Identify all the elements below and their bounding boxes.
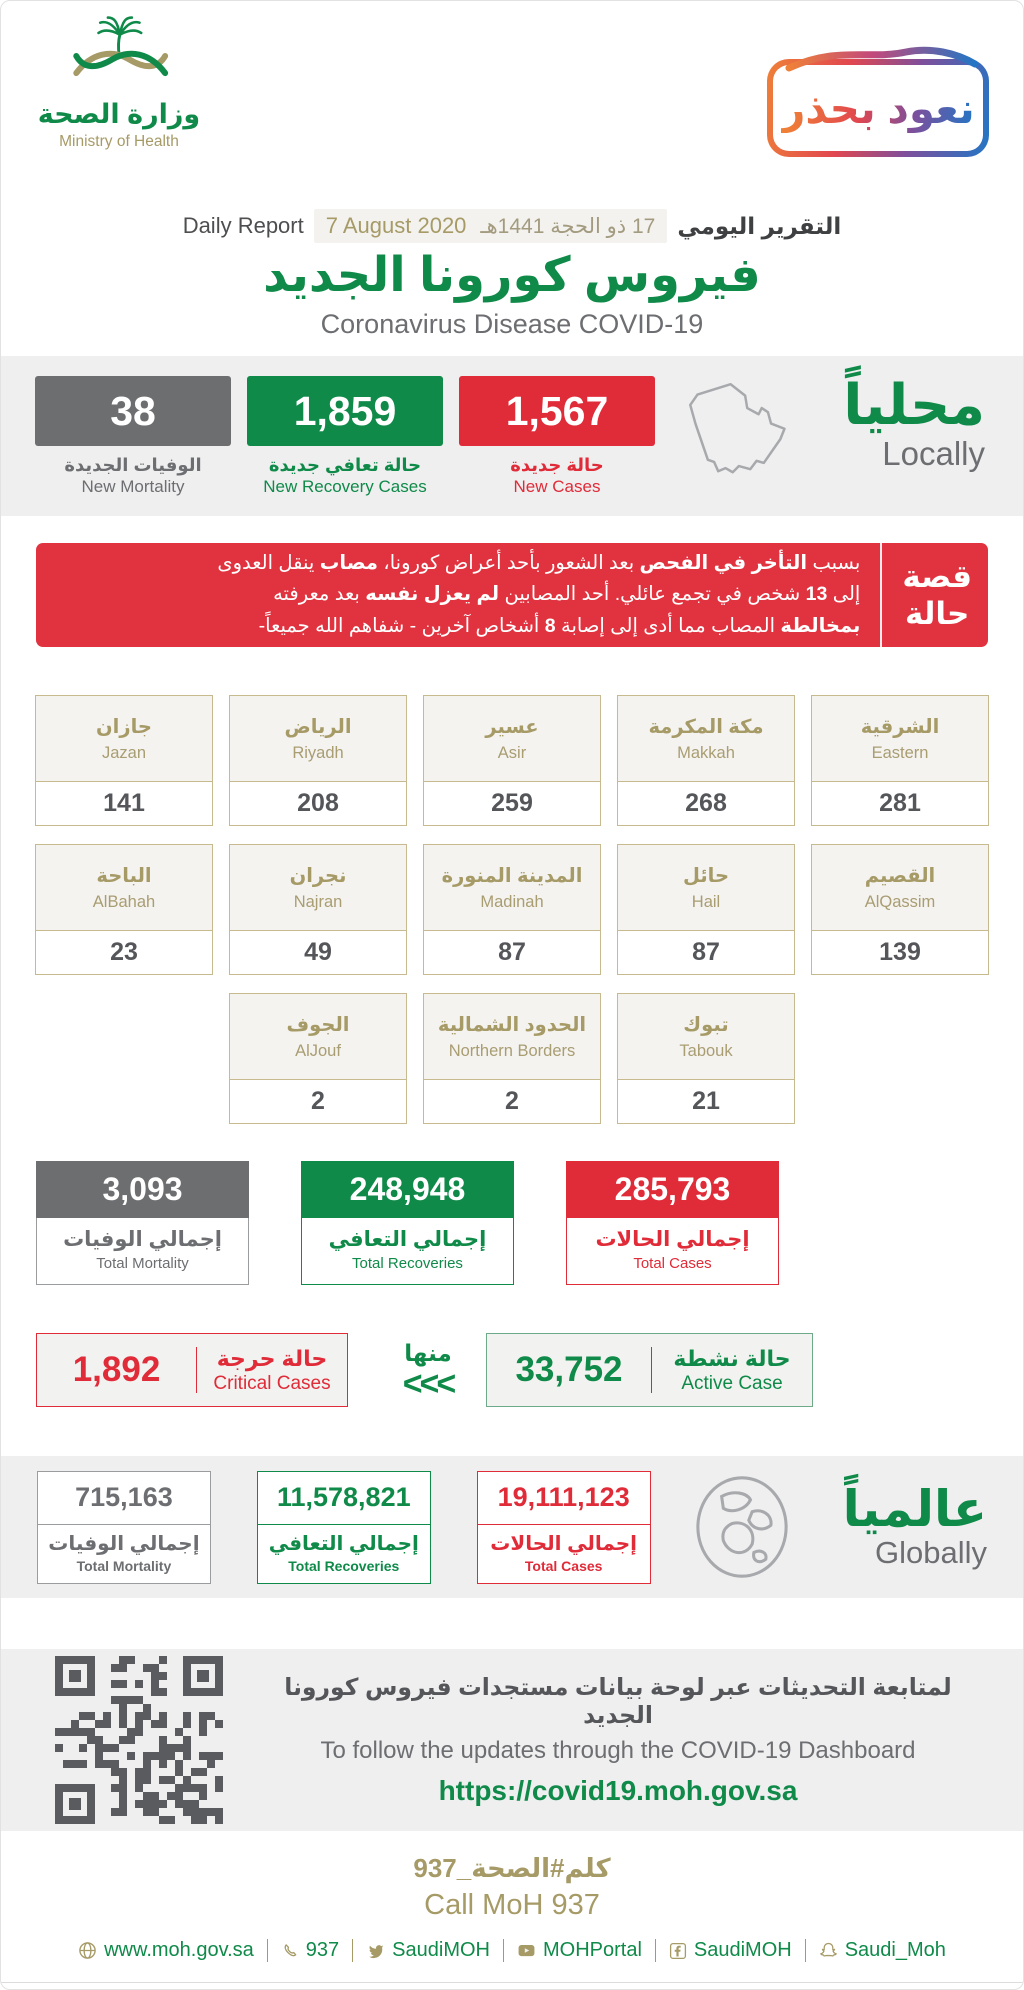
qr-code (55, 1656, 223, 1824)
region-value: 87 (692, 938, 720, 966)
return-cautiously-badge (767, 59, 989, 157)
total-recoveries-label-en: Total Recoveries (352, 1255, 463, 1272)
region-card-najran (229, 844, 407, 975)
new-mortality-stat (35, 376, 231, 497)
ministry-name-ar: وزارة الصحة (37, 99, 201, 129)
critical-cases-card (36, 1333, 348, 1407)
moh-logo-icon (65, 15, 173, 97)
twitter-icon (366, 1941, 385, 1960)
globe-icon (687, 1471, 797, 1583)
phone-icon (281, 1942, 299, 1960)
locally-label-block (833, 373, 989, 473)
region-value: 208 (297, 789, 339, 817)
case-story-banner (36, 543, 988, 647)
active-cases-value: 33,752 (515, 1350, 623, 1389)
case-story-line: بمخالطة المصاب مما أدى إلى إصابة 8 أشخاص آخرين - شفاهم الله جميعاً- (258, 614, 861, 637)
page-title-ar: فيروس كورونا الجديد (263, 249, 761, 302)
region-card-eastern (811, 695, 989, 826)
dashboard-texts (267, 1673, 969, 1807)
region-name-ar: المدينة المنورة (441, 864, 583, 887)
region-name-en: Makkah (677, 743, 735, 762)
bottom-divider (1, 1982, 1023, 1983)
region-value: 281 (879, 789, 921, 817)
gregorian-date: 7 August 2020 (325, 213, 467, 238)
region-name-en: Northern Borders (448, 1041, 576, 1060)
critical-cases-label-ar: حالة حرجة (216, 1345, 328, 1371)
new-recoveries-stat (247, 376, 443, 497)
total-mortality-label-ar: إجمالي الوفيات (63, 1228, 222, 1251)
total-recoveries-box (301, 1161, 514, 1285)
region-name-ar: الحدود الشمالية (437, 1013, 587, 1036)
region-value: 2 (311, 1087, 325, 1115)
region-card-northern-borders (423, 993, 601, 1124)
total-cases-box (566, 1161, 779, 1285)
dashboard-band (1, 1649, 1023, 1831)
facebook-icon (669, 1942, 687, 1960)
totals-row (36, 1161, 779, 1285)
website-label: www.moh.gov.sa (104, 1939, 254, 1961)
ministry-name-en: Ministry of Health (59, 133, 179, 150)
global-cases-value: 19,111,123 (478, 1472, 650, 1525)
region-name-ar: حائل (682, 864, 730, 887)
global-recoveries-value: 11,578,821 (258, 1472, 430, 1525)
total-recoveries-label-ar: إجمالي التعافي (328, 1228, 487, 1251)
youtube-link[interactable] (503, 1939, 655, 1962)
locally-label-ar: محلياً (843, 373, 985, 436)
region-name-ar: نجران (289, 864, 347, 887)
global-mortality-label-en: Total Mortality (76, 1557, 172, 1574)
total-cases-value: 285,793 (566, 1161, 779, 1218)
chevrons-icon: <<< (402, 1364, 454, 1403)
region-value: 141 (103, 789, 145, 817)
region-name-ar: الباحة (96, 864, 152, 887)
report-date-row (1, 209, 1023, 243)
critical-cases-value: 1,892 (72, 1350, 161, 1389)
locally-label-en: Locally (882, 434, 985, 472)
case-story-label (880, 543, 988, 647)
global-mortality-label-ar: إجمالي الوفيات (48, 1532, 200, 1555)
new-cases-label-ar: حالة جديدة (510, 455, 604, 475)
new-recoveries-label-en: New Recovery Cases (263, 477, 427, 496)
saudi-map-icon (671, 376, 817, 494)
snapchat-link[interactable] (805, 1939, 959, 1962)
footer-links-row (1, 1939, 1023, 1962)
region-card-tabouk (617, 993, 795, 1124)
case-story-text (36, 540, 880, 650)
region-name-en: Hail (691, 892, 721, 911)
region-name-ar: الجوف (286, 1013, 350, 1036)
region-value: 139 (879, 938, 921, 966)
region-value: 268 (685, 789, 727, 817)
region-name-en: Riyadh (292, 743, 344, 762)
case-story-label-top: قصة (902, 558, 972, 594)
new-mortality-value: 38 (35, 376, 231, 446)
facebook-link[interactable] (655, 1939, 805, 1962)
region-card-hail (617, 844, 795, 975)
new-cases-stat (459, 376, 655, 497)
region-card-riyadh (229, 695, 407, 826)
globally-label-en: Globally (875, 1535, 987, 1571)
qr-finder (55, 1784, 95, 1824)
globally-label-block (842, 1480, 987, 1572)
regions-grid (35, 695, 989, 1124)
new-recoveries-value: 1,859 (247, 376, 443, 446)
website-link[interactable] (65, 1939, 267, 1962)
globe-icon (78, 1941, 97, 1960)
total-recoveries-value: 248,948 (301, 1161, 514, 1218)
phone-link[interactable] (267, 1939, 352, 1962)
snapchat-label: Saudi_Moh (844, 1939, 946, 1961)
dashboard-text-ar: لمتابعة التحديثات عبر لوحة بيانات مستجدات فيروس كورونا الجديد (284, 1674, 952, 1728)
new-cases-label-en: New Cases (513, 477, 601, 496)
of-which-block (382, 1340, 474, 1401)
phone-label: 937 (305, 1939, 340, 1961)
youtube-icon (517, 1941, 536, 1960)
region-name-ar: القصيم (864, 864, 936, 887)
region-card-makkah (617, 695, 795, 826)
region-card-aljouf (229, 993, 407, 1124)
global-cases-box (477, 1471, 651, 1584)
globally-stats-band (1, 1456, 1023, 1598)
snapchat-icon (819, 1941, 838, 1960)
region-name-en: Jazan (101, 743, 147, 762)
region-name-en: Asir (497, 743, 527, 762)
globally-label-ar: عالمياً (842, 1480, 987, 1537)
region-card-jazan (35, 695, 213, 826)
active-cases-label-en: Active Case (681, 1372, 783, 1394)
new-mortality-label-en: New Mortality (81, 477, 185, 496)
moh-logo-block (29, 15, 209, 151)
region-card-albahah (35, 844, 213, 975)
region-card-madinah (423, 844, 601, 975)
global-recoveries-box (257, 1471, 431, 1584)
twitter-link[interactable] (352, 1939, 503, 1962)
region-card-asir (423, 695, 601, 826)
active-cases-card (486, 1333, 813, 1407)
region-value: 87 (498, 938, 526, 966)
twitter-label: SaudiMOH (392, 1939, 490, 1961)
global-recoveries-label-en: Total Recoveries (288, 1557, 400, 1574)
of-which-label: منها (404, 1339, 452, 1366)
global-mortality-value: 715,163 (38, 1472, 210, 1525)
region-card-alqassim (811, 844, 989, 975)
region-value: 21 (692, 1087, 720, 1115)
active-critical-row (36, 1333, 988, 1407)
qr-finder (55, 1656, 95, 1696)
locally-stats-band (1, 356, 1023, 516)
region-value: 23 (110, 938, 138, 966)
critical-cases-label-en: Critical Cases (213, 1372, 331, 1394)
global-recoveries-label-ar: إجمالي التعافي (268, 1532, 419, 1555)
youtube-label: MOHPortal (542, 1939, 642, 1961)
region-name-ar: تبوك (683, 1013, 729, 1036)
region-name-en: AlJouf (295, 1041, 341, 1060)
region-name-en: Madinah (480, 892, 544, 911)
total-cases-label-en: Total Cases (633, 1255, 712, 1272)
total-mortality-label-en: Total Mortality (96, 1255, 189, 1272)
region-name-en: AlBahah (92, 892, 156, 911)
region-value: 2 (505, 1087, 519, 1115)
badge-swoosh-icon (781, 42, 981, 76)
badge-slogan: نعود بحذر (781, 84, 975, 132)
daily-report-label-ar: التقرير اليومي (677, 212, 842, 239)
dashboard-text-en: To follow the updates through the COVID-19 Dashboard (320, 1737, 916, 1764)
region-value: 49 (304, 938, 332, 966)
facebook-label: SaudiMOH (693, 1939, 792, 1961)
total-mortality-value: 3,093 (36, 1161, 249, 1218)
case-story-line: إلى 13 شخص في تجمع عائلي. أحد المصابين لم يعزل نفسه بعد معرفته (273, 583, 861, 606)
region-name-en: Tabouk (679, 1041, 733, 1060)
global-cases-label-en: Total Cases (524, 1557, 603, 1574)
active-cases-label-ar: حالة نشطة (673, 1345, 791, 1371)
page-title-en: Coronavirus Disease COVID-19 (320, 309, 704, 339)
region-name-ar: الشرقية (860, 715, 940, 738)
global-mortality-box (37, 1471, 211, 1584)
case-story-line: بسبب التأخر في الفحص بعد الشعور بأحد أعراض كورونا، مصاب ينقل العدوى (217, 552, 861, 575)
case-story-label-bottom: حالة (904, 596, 970, 631)
qr-finder (183, 1656, 223, 1696)
hashtag-line: كلم#الصحة_937 (413, 1853, 611, 1883)
region-name-en: Najran (293, 892, 343, 911)
date-box (314, 209, 668, 243)
new-cases-value: 1,567 (459, 376, 655, 446)
call-moh-line: Call MoH 937 (424, 1889, 600, 1921)
region-name-en: AlQassim (864, 892, 936, 911)
region-name-ar: عسير (485, 715, 539, 738)
new-mortality-label-ar: الوفيات الجديدة (64, 455, 202, 475)
total-mortality-box (36, 1161, 249, 1285)
new-recoveries-label-ar: حالة تعافي جديدة (268, 455, 422, 475)
region-value: 259 (491, 789, 533, 817)
region-name-ar: الرياض (284, 715, 352, 738)
hijri-date: 17 ذو الحجة 1441هـ (480, 214, 656, 238)
region-name-ar: مكة المكرمة (648, 715, 764, 738)
global-cases-label-ar: إجمالي الحالات (490, 1532, 638, 1555)
region-name-en: Eastern (871, 743, 929, 762)
total-cases-label-ar: إجمالي الحالات (595, 1228, 750, 1251)
region-name-ar: جازان (96, 715, 152, 738)
daily-report-label-en: Daily Report (182, 213, 304, 238)
dashboard-url-link[interactable]: https://covid19.moh.gov.sa (438, 1775, 798, 1806)
